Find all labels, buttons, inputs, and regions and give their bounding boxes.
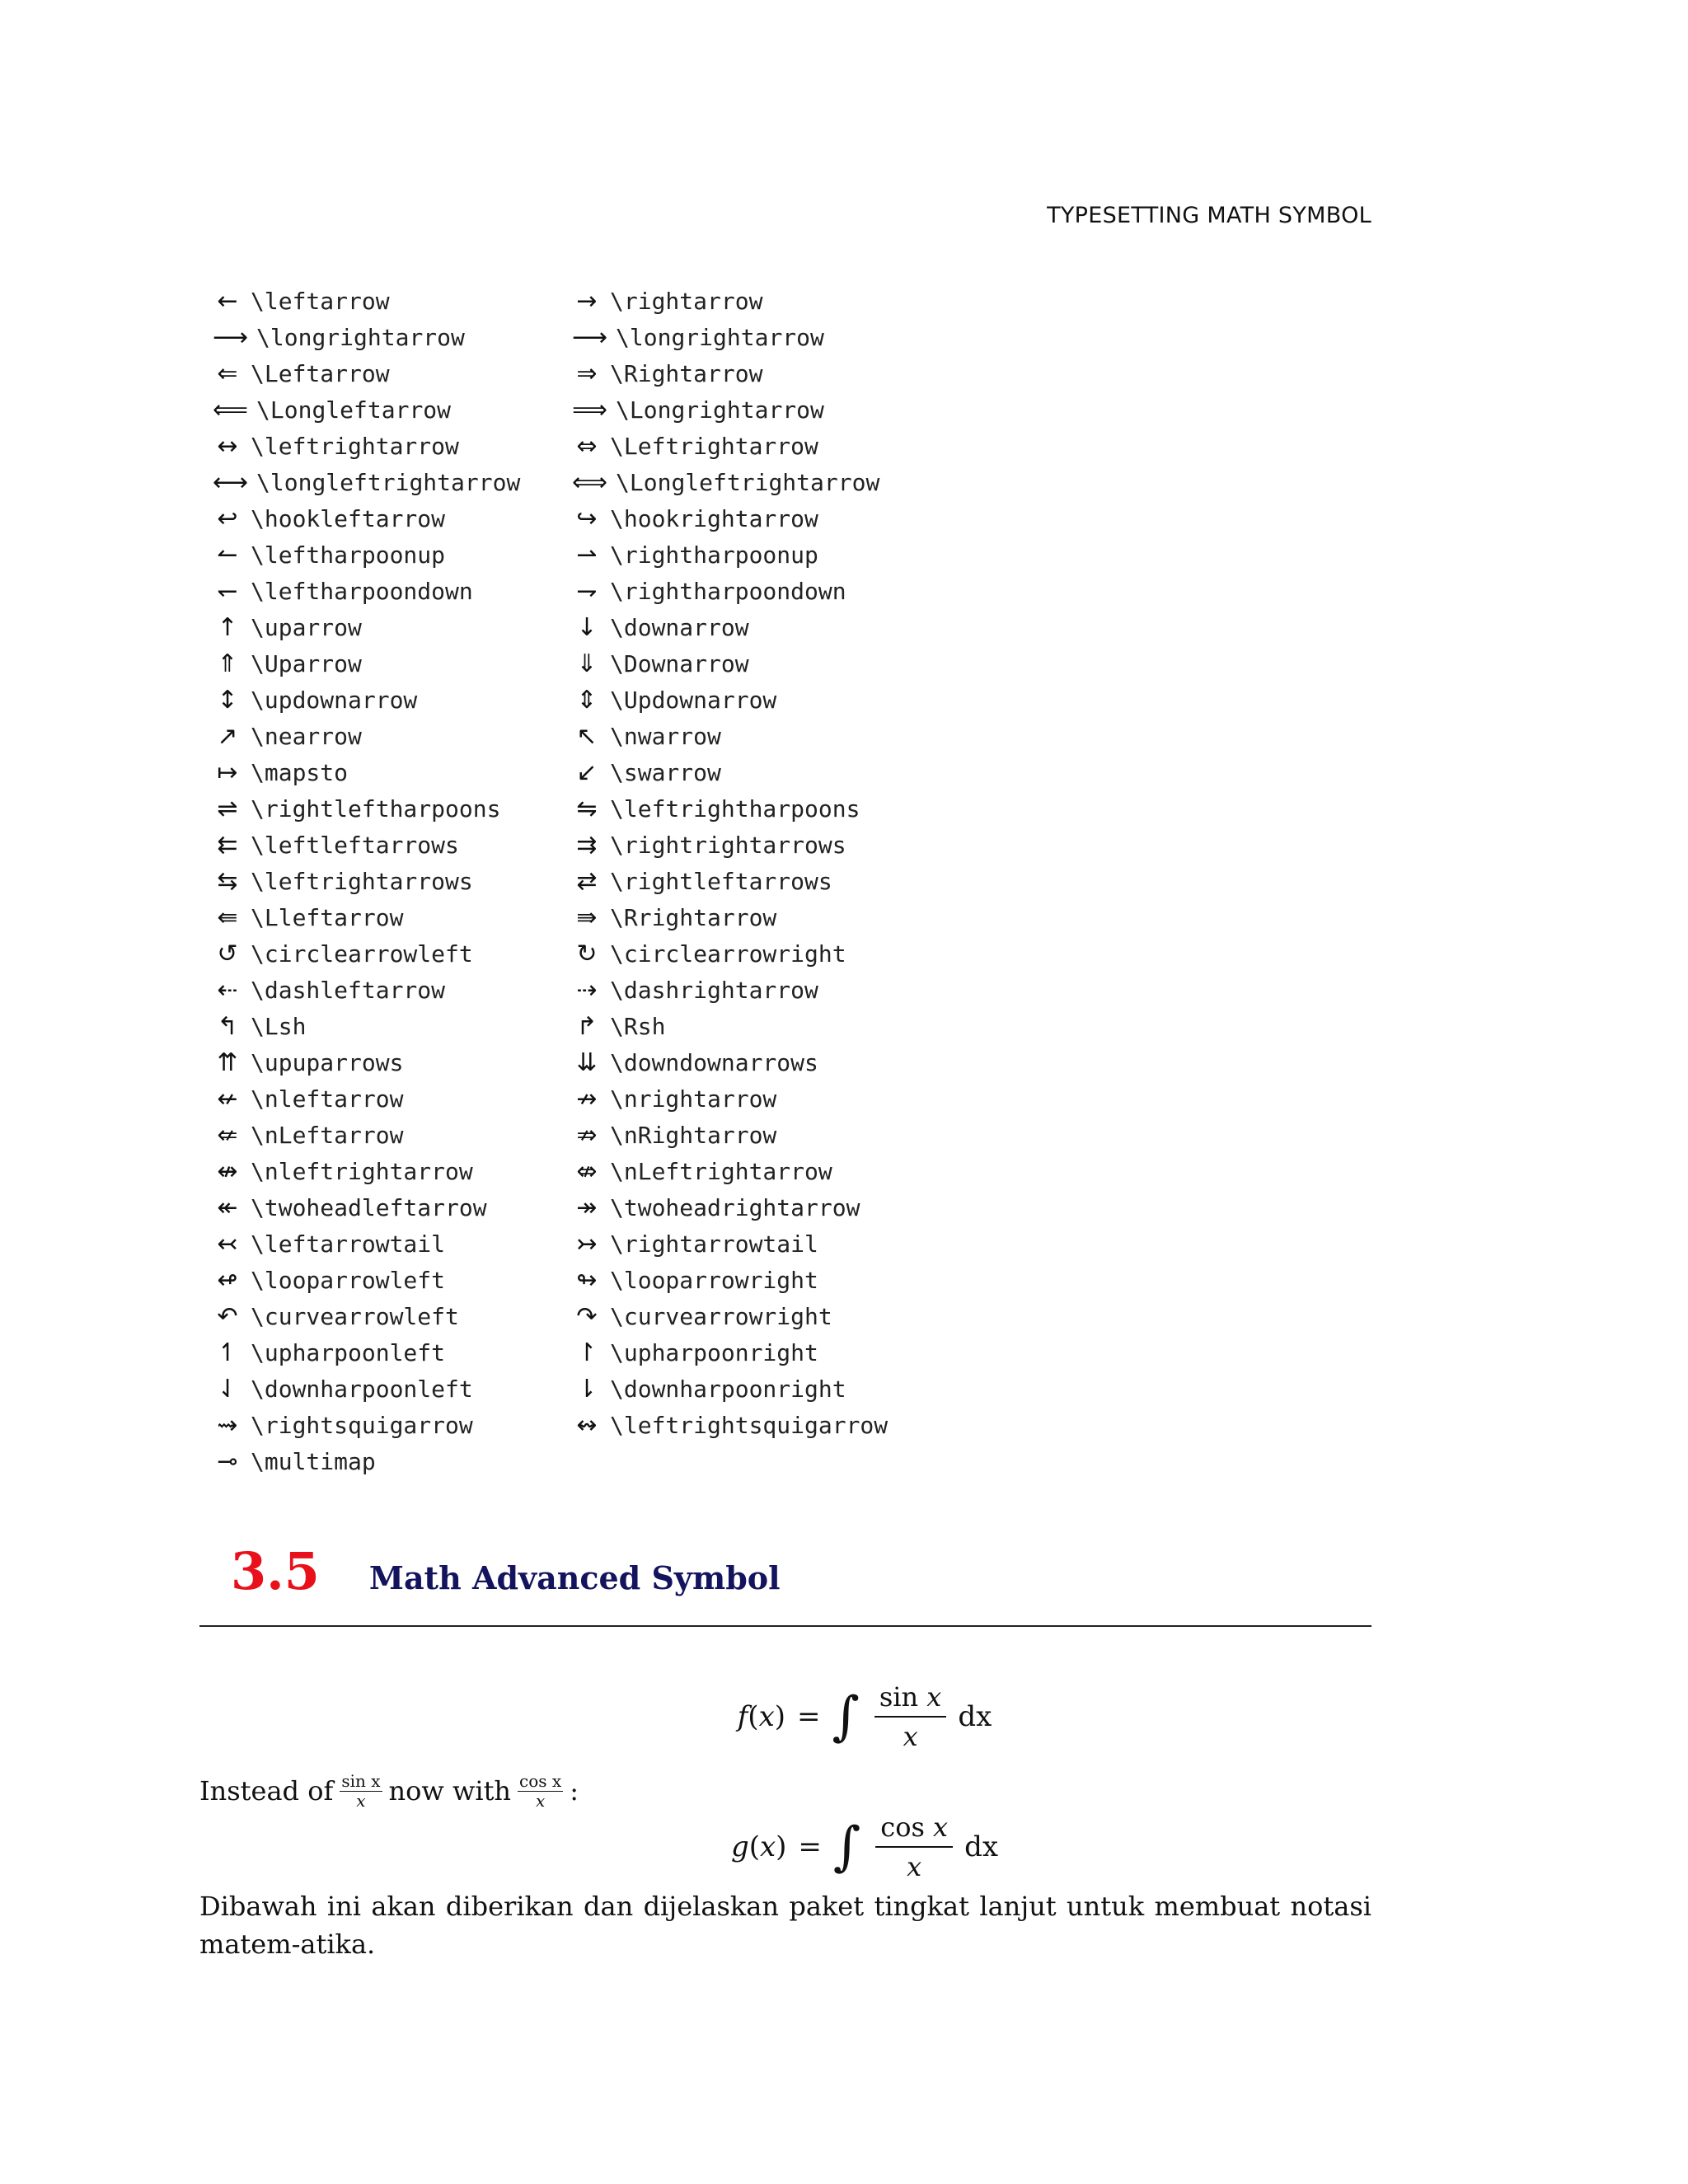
arrow-symbol-glyph: ⇚ [217, 903, 238, 932]
latex-command: \downharpoonleft [251, 1376, 473, 1403]
symbol-entry-left [213, 1371, 572, 1408]
arrow-symbol-glyph: ⇝ [217, 1411, 238, 1440]
eq2-lhs: g(x) [730, 1830, 787, 1863]
symbol-row [213, 1263, 1037, 1299]
symbol-table [213, 284, 1037, 1480]
symbol-entry-right [572, 864, 1034, 900]
arrow-symbol-glyph: ↗ [217, 722, 238, 751]
arrow-symbol-glyph: ↱ [576, 1012, 598, 1041]
latex-command: \Lsh [251, 1013, 307, 1040]
symbol-entry-right [572, 1226, 1034, 1263]
symbol-entry-left [213, 972, 572, 1009]
symbol-entry-right [572, 1009, 1034, 1045]
latex-command: \twoheadrightarrow [610, 1194, 860, 1221]
latex-command: \longrightarrow [256, 324, 465, 351]
symbol-entry-left [213, 1444, 572, 1480]
latex-command: \rightarrowtail [610, 1230, 818, 1258]
equation-g [0, 1811, 1688, 1882]
symbol-entry-left [213, 1045, 572, 1081]
section-heading [231, 1541, 781, 1601]
arrow-symbol-glyph: ⇇ [217, 831, 238, 860]
symbol-entry-right [572, 1335, 1034, 1371]
latex-command: \dashleftarrow [251, 977, 446, 1004]
symbol-row [213, 465, 1037, 501]
symbol-entry-left [213, 936, 572, 972]
symbol-entry-right [572, 574, 1034, 610]
symbol-row [213, 719, 1037, 755]
latex-command: \downharpoonright [610, 1376, 846, 1403]
arrow-symbol-glyph: ⇂ [576, 1375, 598, 1404]
latex-command: \hookrightarrow [610, 505, 818, 532]
latex-command: \leftrightarrow [251, 433, 459, 460]
arrow-symbol-glyph: ↠ [576, 1193, 598, 1222]
symbol-entry-left [213, 1081, 572, 1118]
latex-command: \nwarrow [610, 723, 721, 750]
arrow-symbol-glyph: ↚ [217, 1085, 238, 1113]
symbol-entry-left [213, 356, 572, 392]
latex-command: \rightarrow [610, 288, 763, 315]
symbol-row [213, 646, 1037, 682]
symbol-entry-left [213, 864, 572, 900]
arrow-symbol-glyph: ↰ [217, 1012, 238, 1041]
symbol-entry-right [572, 1190, 1034, 1226]
symbol-row [213, 1045, 1037, 1081]
arrow-symbol-glyph: ↛ [576, 1085, 598, 1113]
section-number: 3.5 [231, 1541, 320, 1601]
latex-command: \Updownarrow [610, 687, 777, 714]
arrow-symbol-glyph: ↪ [576, 504, 598, 533]
arrow-symbol-glyph: ↑ [217, 613, 238, 642]
latex-command: \nLeftrightarrow [610, 1158, 832, 1185]
symbol-entry-right [572, 646, 1034, 682]
symbol-entry-right [572, 1118, 1034, 1154]
symbol-row [213, 537, 1037, 574]
latex-command: \circlearrowright [610, 940, 846, 968]
arrow-symbol-glyph: ⇆ [217, 867, 238, 896]
symbol-entry-left [213, 1263, 572, 1299]
symbol-entry-right [572, 1408, 1034, 1444]
arrow-symbol-glyph: ⟸ [213, 396, 249, 424]
arrow-symbol-glyph: ⇑ [217, 649, 238, 678]
latex-command: \upharpoonleft [251, 1339, 446, 1366]
arrow-symbol-glyph: ↺ [217, 940, 238, 968]
arrow-symbol-glyph: ↩ [217, 504, 238, 533]
latex-command: \updownarrow [251, 687, 418, 714]
section-rule [199, 1625, 1372, 1627]
latex-command: \rightharpoonup [610, 541, 818, 569]
latex-command: \Rrightarrow [610, 904, 777, 931]
latex-command: \leftarrowtail [251, 1230, 446, 1258]
latex-command: \nLeftarrow [251, 1122, 404, 1149]
symbol-entry-left [213, 682, 572, 719]
symbol-row [213, 1335, 1037, 1371]
symbol-entry-left [213, 719, 572, 755]
latex-command: \upharpoonright [610, 1339, 818, 1366]
latex-command: \longleftrightarrow [256, 469, 521, 496]
arrow-symbol-glyph: ⟶ [213, 323, 249, 352]
latex-command: \Longrightarrow [616, 396, 824, 424]
latex-command: \leftleftarrows [251, 832, 459, 859]
arrow-symbol-glyph: ⇉ [576, 831, 598, 860]
symbol-row [213, 1081, 1037, 1118]
arrow-symbol-glyph: ⇄ [576, 867, 598, 896]
symbol-entry-left [213, 320, 572, 356]
symbol-entry-left [213, 1190, 572, 1226]
latex-command: \dashrightarrow [610, 977, 818, 1004]
symbol-row [213, 1009, 1037, 1045]
arrow-symbol-glyph: ⇍ [217, 1121, 238, 1150]
arrow-symbol-glyph: ⟺ [572, 468, 608, 497]
latex-command: \curvearrowright [610, 1303, 832, 1330]
arrow-symbol-glyph: ⇔ [576, 432, 598, 461]
latex-command: \looparrowleft [251, 1267, 446, 1294]
symbol-entry-right [572, 900, 1034, 936]
latex-command: \nrightarrow [610, 1085, 777, 1113]
symbol-entry-right [572, 1371, 1034, 1408]
latex-command: \Uparrow [251, 650, 362, 677]
arrow-symbol-glyph: ⇐ [217, 359, 238, 388]
symbol-row [213, 900, 1037, 936]
arrow-symbol-glyph: ↽ [217, 577, 238, 606]
arrow-symbol-glyph: ↙ [576, 758, 598, 787]
arrow-symbol-glyph: ↾ [576, 1338, 598, 1367]
latex-command: \upuparrows [251, 1049, 404, 1076]
symbol-entry-left [213, 392, 572, 429]
body-paragraph: Dibawah ini akan diberikan dan dijelaskan paket tingkat lanjut untuk membuat notasi matem-atika. [199, 1891, 1372, 1960]
latex-command: \leftarrow [251, 288, 390, 315]
arrow-symbol-glyph: ⇊ [576, 1048, 598, 1077]
arrow-symbol-glyph: ↿ [217, 1338, 238, 1367]
symbol-entry-right [572, 719, 1034, 755]
arrow-symbol-glyph: → [576, 287, 598, 316]
arrow-symbol-glyph: ↔ [217, 432, 238, 461]
arrow-symbol-glyph: ⇀ [576, 541, 598, 569]
latex-command: \Longleftarrow [256, 396, 452, 424]
arrow-symbol-glyph: ↓ [576, 613, 598, 642]
arrow-symbol-glyph: ↣ [576, 1230, 598, 1258]
symbol-row [213, 827, 1037, 864]
arrow-symbol-glyph: ⇈ [217, 1048, 238, 1077]
symbol-entry-right [572, 936, 1034, 972]
eq1-equals: = [797, 1700, 821, 1733]
latex-command: \nearrow [251, 723, 362, 750]
eq2-integral-sign: ∫ [832, 1816, 861, 1877]
arrow-symbol-glyph: ⇓ [576, 649, 598, 678]
symbol-entry-right [572, 1081, 1034, 1118]
running-head: TYPESETTING MATH SYMBOL [1047, 203, 1372, 228]
symbol-entry-right [572, 284, 1034, 320]
latex-command: \uparrow [251, 614, 362, 641]
arrow-symbol-glyph: ⟷ [213, 468, 249, 497]
arrow-symbol-glyph: ↞ [217, 1193, 238, 1222]
symbol-entry-left [213, 537, 572, 574]
symbol-row [213, 1118, 1037, 1154]
symbol-entry-right [572, 1154, 1034, 1190]
arrow-symbol-glyph: ⇋ [576, 794, 598, 823]
symbol-entry-right [572, 1263, 1034, 1299]
symbol-entry-right [572, 1299, 1034, 1335]
symbol-entry-left [213, 1299, 572, 1335]
symbol-row [213, 610, 1037, 646]
symbol-entry-right [572, 465, 1034, 501]
latex-command: \downarrow [610, 614, 749, 641]
symbol-row [213, 320, 1037, 356]
latex-command: \rightrightarrows [610, 832, 846, 859]
arrow-symbol-glyph: ⇌ [217, 794, 238, 823]
eq1-integral-sign: ∫ [832, 1686, 860, 1747]
symbol-entry-right [572, 682, 1034, 719]
arrow-symbol-glyph: ↻ [576, 940, 598, 968]
arrow-symbol-glyph: ⇠ [217, 976, 238, 1005]
symbol-entry-right [572, 537, 1034, 574]
arrow-symbol-glyph: ↫ [217, 1266, 238, 1295]
arrow-symbol-glyph: ↶ [217, 1302, 238, 1331]
latex-command: \leftrightarrows [251, 868, 473, 895]
symbol-entry-left [213, 501, 572, 537]
arrow-symbol-glyph: ⟹ [572, 396, 608, 424]
symbol-entry-left [213, 1009, 572, 1045]
symbol-entry-right [572, 356, 1034, 392]
latex-command: \multimap [251, 1448, 376, 1475]
arrow-symbol-glyph: ⇎ [576, 1157, 598, 1186]
arrow-symbol-glyph: ↼ [217, 541, 238, 569]
symbol-row [213, 1444, 1037, 1480]
latex-command: \leftrightharpoons [610, 795, 860, 823]
symbol-row [213, 1154, 1037, 1190]
symbol-row [213, 574, 1037, 610]
symbol-entry-left [213, 1154, 572, 1190]
latex-command: \leftharpoonup [251, 541, 446, 569]
latex-command: \leftrightsquigarrow [610, 1412, 889, 1439]
latex-command: \hookleftarrow [251, 505, 446, 532]
latex-command: \rightharpoondown [610, 578, 846, 605]
symbol-entry-left [213, 429, 572, 465]
latex-command: \twoheadleftarrow [251, 1194, 487, 1221]
symbol-row [213, 1371, 1037, 1408]
eq2-differential: dx [964, 1830, 999, 1863]
symbol-entry-right [572, 320, 1034, 356]
symbol-entry-left [213, 827, 572, 864]
latex-command: \downdownarrows [610, 1049, 818, 1076]
symbol-entry-left [213, 610, 572, 646]
latex-command: \curvearrowleft [251, 1303, 459, 1330]
symbol-entry-left [213, 900, 572, 936]
symbol-entry-left [213, 1226, 572, 1263]
latex-command: \Downarrow [610, 650, 749, 677]
latex-command: \swarrow [610, 759, 721, 786]
symbol-entry-left [213, 284, 572, 320]
latex-command: \Leftarrow [251, 360, 390, 387]
section-title: Math Advanced Symbol [368, 1559, 781, 1596]
symbol-row [213, 392, 1037, 429]
inline-sentence: Instead of $\frac{\text{sin x}}{x}$ now with $\frac{\text{cos x}}{x}$ : [199, 1771, 579, 1811]
latex-command: \Lleftarrow [251, 904, 404, 931]
symbol-entry-left [213, 574, 572, 610]
arrow-symbol-glyph: ⇃ [217, 1375, 238, 1404]
arrow-symbol-glyph: ↕ [217, 686, 238, 715]
arrow-symbol-glyph: ↷ [576, 1302, 598, 1331]
latex-command: \Rightarrow [610, 360, 763, 387]
symbol-entry-left [213, 1335, 572, 1371]
arrow-symbol-glyph: ↭ [576, 1411, 598, 1440]
latex-command: \nleftrightarrow [251, 1158, 473, 1185]
symbol-row [213, 1190, 1037, 1226]
arrow-symbol-glyph: ⟶ [572, 323, 608, 352]
symbol-entry-right [572, 791, 1034, 827]
symbol-entry-left [213, 1118, 572, 1154]
symbol-entry-right [572, 972, 1034, 1009]
symbol-row [213, 755, 1037, 791]
symbol-entry-right [572, 392, 1034, 429]
latex-command: \rightsquigarrow [251, 1412, 473, 1439]
arrow-symbol-glyph: ⇕ [576, 686, 598, 715]
symbol-entry-left [213, 755, 572, 791]
symbol-row [213, 936, 1037, 972]
latex-command: \longrightarrow [616, 324, 824, 351]
symbol-entry-right [572, 755, 1034, 791]
symbol-row [213, 284, 1037, 320]
symbol-entry-right [572, 827, 1034, 864]
symbol-row [213, 864, 1037, 900]
arrow-symbol-glyph: ⊸ [217, 1447, 238, 1476]
latex-command: \nRightarrow [610, 1122, 777, 1149]
symbol-row [213, 501, 1037, 537]
symbol-entry-left [213, 465, 572, 501]
symbol-entry-right [572, 501, 1034, 537]
latex-command: \circlearrowleft [251, 940, 473, 968]
latex-command: \Rsh [610, 1013, 666, 1040]
latex-command: \rightleftharpoons [251, 795, 501, 823]
arrow-symbol-glyph: ⇏ [576, 1121, 598, 1150]
arrow-symbol-glyph: ⇁ [576, 577, 598, 606]
symbol-entry-right [572, 429, 1034, 465]
symbol-row [213, 429, 1037, 465]
symbol-row [213, 1299, 1037, 1335]
arrow-symbol-glyph: ⇢ [576, 976, 598, 1005]
eq1-fraction: $\frac{\text{sin x}}{x}$ [874, 1681, 946, 1752]
arrow-symbol-glyph: ↬ [576, 1266, 598, 1295]
symbol-row [213, 356, 1037, 392]
symbol-row [213, 791, 1037, 827]
eq2-fraction: $\frac{\text{cos x}}{x}$ [875, 1811, 953, 1882]
arrow-symbol-glyph: ↖ [576, 722, 598, 751]
symbol-entry-left [213, 791, 572, 827]
inline-frac-sin: $\frac{\text{sin x}}{x}$ [341, 1771, 381, 1811]
latex-command: \looparrowright [610, 1267, 818, 1294]
eq1-lhs: f(x) [737, 1700, 786, 1733]
equation-f [0, 1681, 1688, 1752]
latex-command: \Longleftrightarrow [616, 469, 880, 496]
latex-command: \mapsto [251, 759, 349, 786]
arrow-symbol-glyph: ↢ [217, 1230, 238, 1258]
arrow-symbol-glyph: ⇛ [576, 903, 598, 932]
inline-frac-cos: $\frac{\text{cos x}}{x}$ [519, 1771, 562, 1811]
symbol-entry-right [572, 1045, 1034, 1081]
arrow-symbol-glyph: ↦ [217, 758, 238, 787]
latex-command: \rightleftarrows [610, 868, 832, 895]
latex-command: \leftharpoondown [251, 578, 473, 605]
arrow-symbol-glyph: ← [217, 287, 238, 316]
eq2-equals: = [798, 1830, 822, 1863]
symbol-row [213, 682, 1037, 719]
arrow-symbol-glyph: ⇒ [576, 359, 598, 388]
latex-command: \Leftrightarrow [610, 433, 818, 460]
symbol-entry-right [572, 610, 1034, 646]
symbol-row [213, 1408, 1037, 1444]
arrow-symbol-glyph: ↮ [217, 1157, 238, 1186]
symbol-row [213, 1226, 1037, 1263]
symbol-entry-left [213, 646, 572, 682]
eq1-differential: dx [958, 1700, 992, 1733]
latex-command: \nleftarrow [251, 1085, 404, 1113]
symbol-entry-left [213, 1408, 572, 1444]
symbol-row [213, 972, 1037, 1009]
